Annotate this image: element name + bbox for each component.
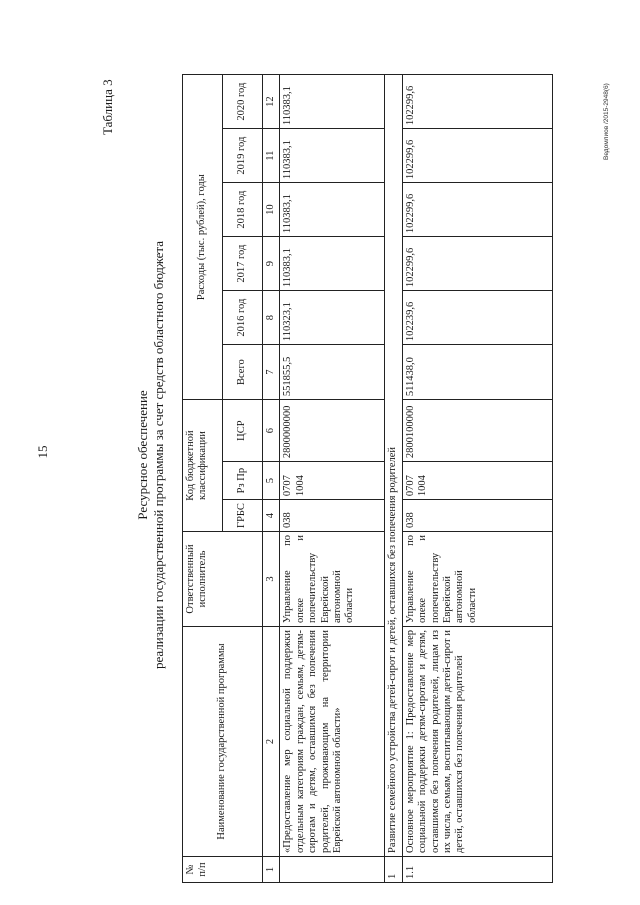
total-value: 511438,0 (402, 345, 552, 400)
header-2020: 2020 год (223, 75, 263, 129)
value-2016: 110323,1 (280, 291, 385, 345)
col-number: 5 (263, 462, 280, 500)
value-2017: 110383,1 (280, 237, 385, 291)
section-num: 1 (385, 857, 402, 883)
column-numbers-row (263, 75, 280, 883)
col-number: 12 (263, 75, 280, 129)
executor-name: Управление по опеке и попечительству Еврейской автономной области (280, 532, 385, 627)
header-2018: 2018 год (223, 183, 263, 237)
value-2019: 102299,6 (402, 129, 552, 183)
col-number: 3 (263, 532, 280, 627)
col-number: 7 (263, 345, 280, 400)
row-num (280, 857, 385, 883)
value-2018: 110383,1 (280, 183, 385, 237)
header-executor: Ответственный исполнитель (183, 532, 263, 627)
header-2017: 2017 год (223, 237, 263, 291)
section-row (385, 75, 402, 883)
header-2016: 2016 год (223, 291, 263, 345)
document-title-line2: реализации государственной программы за счет средств областного бюджета (151, 240, 166, 670)
value-2017: 102299,6 (402, 237, 552, 291)
grbs-code: 038 (280, 500, 385, 532)
row-num: 1.1 (402, 857, 552, 883)
col-number: 8 (263, 291, 280, 345)
header-total: Всего (223, 345, 263, 400)
document-stamp: Ведомлиов /2015-2948(6) (603, 83, 610, 160)
header-rzpr: Рз Пр (223, 462, 263, 500)
section-title: Развитие семейного устройства детей-сирот и детей, оставшихся без попечения родителей (385, 75, 402, 857)
csr-code: 2800000000 (280, 400, 385, 462)
value-2019: 110383,1 (280, 129, 385, 183)
header-row-1 (183, 75, 223, 883)
value-2016: 102239,6 (402, 291, 552, 345)
value-2018: 102299,6 (402, 183, 552, 237)
header-grbs: ГРБС (223, 500, 263, 532)
value-2020: 102299,6 (402, 75, 552, 129)
col-number: 1 (263, 857, 280, 883)
col-number: 2 (263, 627, 280, 857)
header-num: № п/п (183, 857, 263, 883)
page-number: 15 (35, 445, 50, 459)
col-number: 4 (263, 500, 280, 532)
program-name: «Предоставление мер социальной поддержки отдельным категориям граждан, семьям, детям-сиротам и детям, оставшимся без попечения родителей, проживающим на территории Еврейской автономной области» (280, 627, 385, 857)
header-budget-code: Код бюджетной классификации (183, 400, 223, 532)
program-name: Основное мероприятие 1: Предоставление мер социальной поддержки детям-сиротам и детям, оставшимся без попечения родителей, лицам из их числа, семьям, воспитывающим детей-сирот и детей, оставшихся без попечения родителей (402, 627, 552, 857)
col-number: 10 (263, 183, 280, 237)
csr-code: 2800100000 (402, 400, 552, 462)
grbs-code: 038 (402, 500, 552, 532)
table-label: Таблица 3 (100, 79, 115, 135)
rzpr-code: 0707 1004 (402, 462, 552, 500)
header-name: Наименование государственной программы (183, 627, 263, 857)
col-number: 6 (263, 400, 280, 462)
col-number: 9 (263, 237, 280, 291)
header-expenses: Расходы (тыс. рублей), годы (183, 75, 223, 400)
header-csr: ЦСР (223, 400, 263, 462)
value-2020: 110383,1 (280, 75, 385, 129)
table-row (402, 75, 552, 883)
table-row (280, 75, 385, 883)
col-number: 11 (263, 129, 280, 183)
document-title-line1: Ресурсное обеспечение (135, 390, 150, 520)
rzpr-code: 0707 1004 (280, 462, 385, 500)
header-2019: 2019 год (223, 129, 263, 183)
resource-table (182, 74, 553, 883)
executor-name: Управление по опеке и попечительству Еврейской автономной области (402, 532, 552, 627)
total-value: 551855,5 (280, 345, 385, 400)
